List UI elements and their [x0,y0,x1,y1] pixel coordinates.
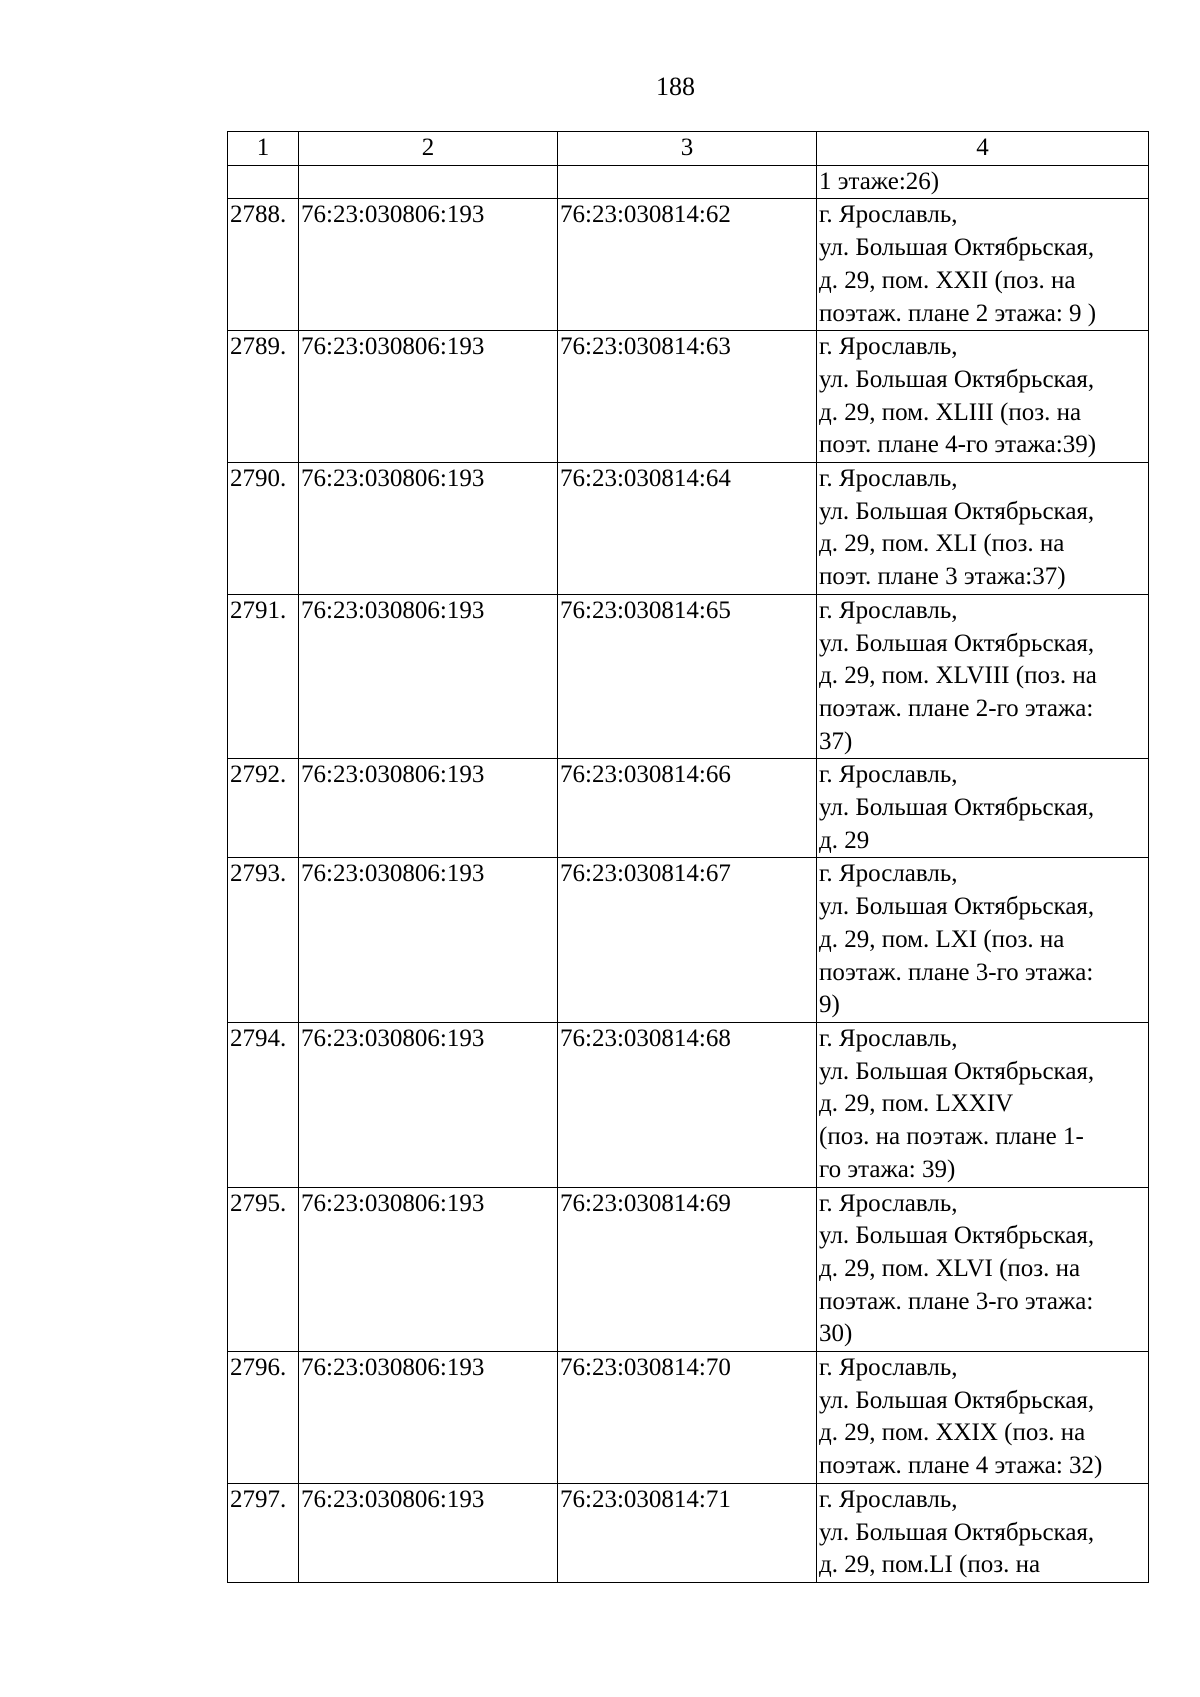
row-number: 2789. [228,331,299,463]
cadastral-number-premises: 76:23:030814:70 [558,1352,817,1484]
address-line: г. Ярославль, [819,201,958,229]
row-number: 2790. [228,463,299,595]
cadastral-number-building: 76:23:030806:193 [299,1483,558,1582]
address-line: ул. Большая Октябрьская, [819,794,1095,822]
cadastral-number-premises: 76:23:030814:69 [558,1187,817,1352]
address-line: поэтаж. плане 3-го этажа: [819,958,1094,986]
address-cell [817,1352,1149,1484]
address-line: 1 этаже:26) [819,167,940,195]
address-line: ул. Большая Октябрьская, [819,365,1095,393]
address-line: д. 29, пом. XLVI (поз. на [819,1254,1081,1282]
address-cell [817,858,1149,1023]
table-row [228,165,1149,199]
cadastral-number-building: 76:23:030806:193 [299,1352,558,1484]
address-cell [817,1022,1149,1187]
table-row [228,594,1149,759]
address-line: поэтаж. плане 3-го этажа: [819,1287,1094,1315]
address-line: г. Ярославль, [819,465,958,493]
row-number: 2793. [228,858,299,1023]
row-number: 2795. [228,1187,299,1352]
address-line: д. 29, пом. LXI (поз. на [819,925,1065,953]
address-line: ул. Большая Октябрьская, [819,234,1095,262]
header-col-3: 3 [558,132,817,166]
address-line: поэтаж. плане 2-го этажа: [819,694,1094,722]
address-line: 9) [819,991,840,1019]
row-number: 2796. [228,1352,299,1484]
address-line: ул. Большая Октябрьская, [819,629,1095,657]
address-cell [817,759,1149,858]
cadastral-number-building: 76:23:030806:193 [299,331,558,463]
page-number: 188 [656,72,695,101]
cadastral-number-building: 76:23:030806:193 [299,199,558,331]
address-line: поэт. плане 4-го этажа:39) [819,431,1097,459]
address-line: ул. Большая Октябрьская, [819,497,1095,525]
address-cell [817,165,1149,199]
table-row [228,759,1149,858]
table-row [228,1022,1149,1187]
table-row [228,1352,1149,1484]
table-row [228,463,1149,595]
registry-table [227,131,1149,1583]
cadastral-number-building: 76:23:030806:193 [299,463,558,595]
address-line: г. Ярославль, [819,333,958,361]
address-cell [817,463,1149,595]
address-line: г. Ярославль, [819,1024,958,1052]
address-line: ул. Большая Октябрьская, [819,1057,1095,1085]
address-line: ул. Большая Октябрьская, [819,1518,1095,1546]
address-line: го этажа: 39) [819,1155,956,1183]
address-line: г. Ярославль, [819,860,958,888]
address-cell [817,331,1149,463]
row-number: 2788. [228,199,299,331]
address-line: ул. Большая Октябрьская, [819,1222,1095,1250]
address-line: г. Ярославль, [819,1189,958,1217]
cadastral-number-building: 76:23:030806:193 [299,594,558,759]
cadastral-number-premises [558,165,817,199]
header-row [228,132,1149,166]
cadastral-number-premises: 76:23:030814:67 [558,858,817,1023]
row-number [228,165,299,199]
header-col-4: 4 [817,132,1149,166]
address-line: ул. Большая Октябрьская, [819,893,1095,921]
address-cell [817,199,1149,331]
address-line: г. Ярославль, [819,1354,958,1382]
cadastral-number-premises: 76:23:030814:65 [558,594,817,759]
table-row [228,858,1149,1023]
address-line: г. Ярославль, [819,761,958,789]
table-row [228,1187,1149,1352]
address-line: поэтаж. плане 2 этажа: 9 ) [819,299,1097,327]
address-line: д. 29, пом. XLIII (поз. на [819,398,1082,426]
cadastral-number-building [299,165,558,199]
row-number: 2791. [228,594,299,759]
row-number: 2797. [228,1483,299,1582]
address-line: д. 29, пом. XXII (поз. на [819,266,1076,294]
address-line: д. 29, пом. XLVIII (поз. на [819,662,1097,690]
address-line: д. 29, пом. XLI (поз. на [819,530,1065,558]
cadastral-number-building: 76:23:030806:193 [299,759,558,858]
cadastral-number-premises: 76:23:030814:68 [558,1022,817,1187]
cadastral-number-premises: 76:23:030814:64 [558,463,817,595]
cadastral-number-premises: 76:23:030814:71 [558,1483,817,1582]
address-cell [817,1187,1149,1352]
address-line: г. Ярославль, [819,1485,958,1513]
address-cell [817,1483,1149,1582]
address-line: ул. Большая Октябрьская, [819,1386,1095,1414]
table-row [228,1483,1149,1582]
table-body [228,165,1149,1582]
cadastral-number-premises: 76:23:030814:66 [558,759,817,858]
cadastral-number-premises: 76:23:030814:62 [558,199,817,331]
cadastral-number-building: 76:23:030806:193 [299,1022,558,1187]
address-line: д. 29, пом. LXXIV [819,1090,1014,1118]
cadastral-number-premises: 76:23:030814:63 [558,331,817,463]
address-line: (поз. на поэтаж. плане 1- [819,1123,1084,1151]
header-col-2: 2 [299,132,558,166]
address-cell [817,594,1149,759]
address-line: д. 29 [819,826,870,854]
cadastral-number-building: 76:23:030806:193 [299,858,558,1023]
table-row [228,199,1149,331]
address-line: д. 29, пом. XXIX (поз. на [819,1419,1086,1447]
table-row [228,331,1149,463]
address-line: поэт. плане 3 этажа:37) [819,563,1066,591]
row-number: 2792. [228,759,299,858]
address-line: д. 29, пом.LI (поз. на [819,1551,1041,1579]
row-number: 2794. [228,1022,299,1187]
address-line: поэтаж. плане 4 этажа: 32) [819,1452,1103,1480]
cadastral-number-building: 76:23:030806:193 [299,1187,558,1352]
header-col-1: 1 [228,132,299,166]
address-line: 30) [819,1320,853,1348]
table-header [228,132,1149,166]
address-line: 37) [819,727,853,755]
address-line: г. Ярославль, [819,596,958,624]
